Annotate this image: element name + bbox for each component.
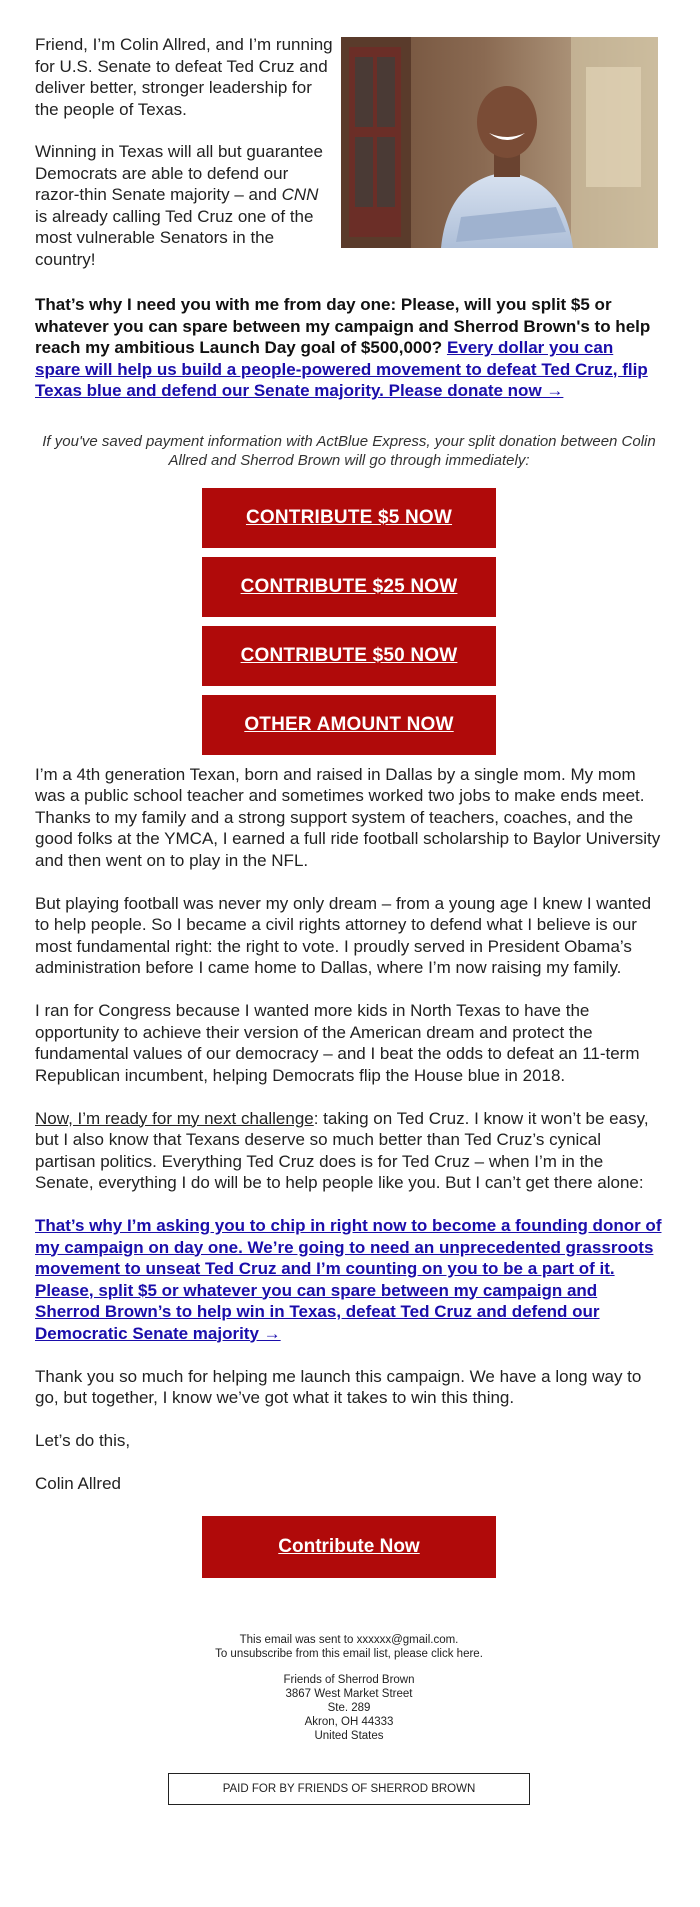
next-challenge-underline: Now, I’m ready for my next challenge (35, 1108, 314, 1128)
address-line: Friends of Sherrod Brown (283, 1674, 415, 1686)
contribute-50-button[interactable]: CONTRIBUTE $50 NOW (202, 626, 496, 686)
contribute-25-button[interactable]: CONTRIBUTE $25 NOW (202, 557, 496, 617)
unsubscribe-link[interactable]: To unsubscribe from this email list, please click here. (215, 1648, 483, 1660)
cta-section (35, 1516, 663, 1578)
story-paragraph-4 (35, 1108, 663, 1194)
candidate-photo-illustration (341, 37, 658, 248)
cnn-italic: CNN (281, 185, 319, 204)
story-paragraph-1: I’m a 4th generation Texan, born and raised in Dallas by a single mom. My mom was a public school teacher and sometimes worked two jobs to make ends meet. Thanks to my family and a strong support system of teachers, coaches, and the good folks at the YMCA, I earned a full ride football scholarship to Baylor University and then went on to play in the NFL. (35, 764, 661, 870)
intro-paragraph-2 (35, 141, 335, 270)
founding-donor-link[interactable]: That’s why I’m asking you to chip in right now to become a founding donor of my campaign on day one. We’re going to need an unprecedented grassroots movement to unseat Ted Cruz and I’m counting on you to be a part of it. Please, split $5 or whatever you can spare between my campaign and Sherrod Brown’s to help win in Texas, defeat Ted Cruz and defend our Democratic Senate majority → (35, 1216, 662, 1343)
signature: Colin Allred (35, 1474, 121, 1493)
intro-section (35, 0, 663, 272)
sent-to-prefix: This email was sent to (239, 1634, 357, 1646)
story-paragraph-3: I ran for Congress because I wanted more kids in North Texas to have the opportunity to achieve their version of the American dream and protect the fundamental values of our democracy – and I beat the odds to defeat an 11-term Republican incumbent, helping Democrats flip the House blue in 2018. (35, 1001, 640, 1085)
mailing-address (35, 1673, 663, 1743)
other-amount-button[interactable]: OTHER AMOUNT NOW (202, 695, 496, 755)
contribute-now-button[interactable]: Contribute Now (202, 1516, 496, 1578)
address-line: 3867 West Market Street (285, 1688, 413, 1700)
story-paragraph-4-rest: : taking on Ted Cruz. I know it won’t be easy, but I also know that Texans deserve so much better than Ted Cruz’s cynical partisan politics. Everything Ted Cruz does is for Ted Cruz – when I’m in the Senate, everything I do will be to help people like you. But I can’t get there alone: (35, 1108, 649, 1192)
actblue-note: If you've saved payment information with ActBlue Express, your split donation between Colin Allred and Sherrod Brown will go through immediately: (42, 432, 656, 469)
contribute-buttons (35, 488, 663, 755)
email-footer (35, 1633, 663, 1805)
intro-paragraph-1: Friend, I’m Colin Allred, and I’m running for U.S. Senate to defeat Ted Cruz and deliver better, stronger leadership for the people of Texas. (35, 35, 333, 119)
address-line: United States (314, 1730, 384, 1742)
donate-now-link[interactable]: Every dollar you can spare will help us build a people-powered movement to defeat Ted Cruz, flip Texas blue and defend our Senate majority. Please donate now → (35, 338, 648, 400)
intro-paragraph-2-part-2: is already calling Ted Cruz one of the most vulnerable Senators in the country! (35, 206, 314, 269)
address-line: Akron, OH 44333 (304, 1716, 394, 1728)
closing-line: Let’s do this, (35, 1431, 131, 1450)
ask-bold-text: That’s why I need you with me from day one: Please, will you split $5 or whatever you can spare between my campaign and Sherrod Brown's to help reach my ambitious Launch Day goal of $500,000? (35, 295, 651, 357)
paid-for-disclaimer: PAID FOR BY FRIENDS OF SHERROD BROWN (168, 1773, 530, 1805)
candidate-photo (341, 37, 658, 248)
story-section (35, 764, 663, 1495)
story-paragraph-5 (35, 1215, 663, 1344)
address-line: Ste. 289 (327, 1702, 371, 1714)
story-paragraph-6: Thank you so much for helping me launch this campaign. We have a long way to go, but together, I know we’ve got what it takes to win this thing. (35, 1366, 642, 1407)
intro-paragraph-2-part-1: Winning in Texas will all but guarantee Democrats are able to defend our razor-thin Senate majority – and (35, 142, 323, 204)
contribute-5-button[interactable]: CONTRIBUTE $5 NOW (202, 488, 496, 548)
email-body (35, 0, 663, 1805)
donation-ask (35, 294, 663, 402)
sent-to-suffix: . (455, 1634, 459, 1646)
story-paragraph-2: But playing football was never my only dream – from a young age I knew I wanted to help people. So I became a civil rights attorney to defend what I believe is our most fundamental right: the right to vote. I proudly served in President Obama’s administration before I came home to Dallas, where I’m now raising my family. (35, 893, 652, 977)
intro-text (35, 34, 335, 291)
sent-to-email: xxxxxx@gmail.com (356, 1634, 456, 1646)
sent-to-line (35, 1633, 663, 1647)
